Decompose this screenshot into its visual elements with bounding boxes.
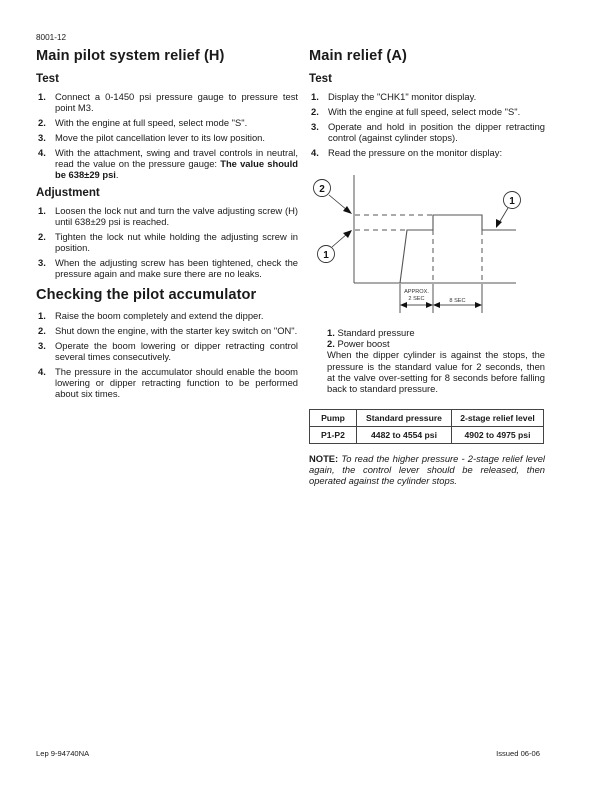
step-number: 3.: [311, 121, 319, 132]
arrow-icon: [343, 206, 352, 214]
step-number: 3.: [38, 257, 46, 268]
step-number: 3.: [38, 132, 46, 143]
pressure-spec-table: [309, 409, 544, 444]
step-number: 4.: [38, 366, 46, 377]
step-number: 1.: [38, 310, 46, 321]
step-suffix: .: [115, 169, 119, 180]
step-number: 1.: [38, 91, 46, 102]
arrow-icon: [496, 219, 502, 228]
callout-standard-pressure-left: [318, 230, 353, 263]
step-text: Read the pressure on the monitor display:: [328, 147, 503, 158]
legend-text: Standard pressure: [337, 327, 415, 338]
subheading-adjustment: Adjustment: [36, 186, 100, 199]
callout-number: 1: [509, 196, 515, 207]
step-text: Operate the boom lowering or dipper retracting control several times consecutively.: [55, 340, 298, 362]
step-text: Loosen the lock nut and turn the valve adjusting screw (H) until 638±29 psi is reached.: [55, 205, 298, 227]
step-text: With the engine at full speed, select mode "S".: [55, 117, 248, 128]
step-text: Operate and hold in position the dipper retracting control (against cylinder stops).: [328, 121, 545, 143]
page-number: 8001-12: [36, 33, 67, 42]
note: [309, 453, 545, 487]
table-row: [310, 427, 544, 444]
table-cell: 4902 to 4975 psi: [452, 427, 544, 444]
step-number: 2.: [38, 325, 46, 336]
column-header: 2-stage relief level: [452, 410, 544, 427]
legend-item: [327, 338, 545, 349]
section-title-main-relief: Main relief (A): [309, 48, 407, 64]
step-text: The pressure in the accumulator should enable the boom lowering or dipper retracting function to be performed about six times.: [55, 366, 298, 399]
footer-document-id: Lep 9-94740NA: [36, 749, 90, 758]
legend-description: When the dipper cylinder is against the stops, the pressure is the standard value for 2 seconds, then at the valve over-setting for 8 seconds before falling back to standard pressure.: [327, 349, 545, 395]
step-number: 1.: [311, 91, 319, 102]
callout-power-boost: [314, 180, 353, 215]
note-text: To read the higher pressure - 2-stage relief level again, the control lever should be released, then operated against the cylinder stops.: [309, 453, 545, 487]
footer-issue-date: Issued 06-06: [496, 749, 540, 758]
subheading-test: Test: [36, 72, 59, 85]
step-text: Connect a 0-1450 psi pressure gauge to pressure test point M3.: [55, 91, 298, 113]
label-8sec: 8 SEC: [449, 298, 466, 304]
step-number: 4.: [38, 147, 46, 158]
step-text: Raise the boom completely and extend the dipper.: [55, 310, 264, 321]
step-number: 2.: [38, 117, 46, 128]
step-number: 2.: [38, 231, 46, 242]
callout-number: 1: [323, 250, 329, 261]
step-text: Tighten the lock nut while holding the adjusting screw in position.: [55, 231, 298, 253]
table-cell: P1-P2: [310, 427, 357, 444]
table-header-row: [310, 410, 544, 427]
legend-text: Power boost: [337, 338, 390, 350]
column-header: Standard pressure: [357, 410, 452, 427]
callout-standard-pressure-right: [496, 192, 521, 229]
legend-item: [327, 327, 545, 338]
step-text: Shut down the engine, with the starter key switch on "ON".: [55, 325, 298, 336]
section-title-accumulator: Checking the pilot accumulator: [36, 287, 257, 303]
diagram-legend: [327, 327, 545, 394]
legend-number: 2.: [327, 338, 335, 350]
step-text: Move the pilot cancellation lever to its low position.: [55, 132, 266, 143]
step-text: Display the "CHK1" monitor display.: [328, 91, 477, 102]
step-number: 1.: [38, 205, 46, 216]
step-text: With the engine at full speed, select mode "S".: [328, 106, 521, 117]
label-2sec: 2 SEC: [408, 296, 425, 302]
step-number: 3.: [38, 340, 46, 351]
step-text: When the adjusting screw has been tightened, check the pressure again and make sure there are no leaks.: [55, 257, 298, 279]
step-text: With the attachment, swing and travel controls in neutral, read the value on the pressure gauge:: [55, 147, 298, 169]
target-value: The value should be 638±29 psi: [55, 158, 298, 180]
table-cell: 4482 to 4554 psi: [357, 427, 452, 444]
callout-number: 2: [319, 184, 325, 195]
legend-number: 1.: [327, 327, 335, 338]
subheading-test: Test: [309, 72, 332, 85]
note-label: NOTE:: [309, 453, 339, 464]
section-title-main-pilot: Main pilot system relief (H): [36, 48, 225, 64]
step-number: 4.: [311, 147, 319, 158]
column-header: Pump: [310, 410, 357, 427]
label-approx: APPROX.: [404, 289, 429, 295]
step-number: 2.: [311, 106, 319, 117]
